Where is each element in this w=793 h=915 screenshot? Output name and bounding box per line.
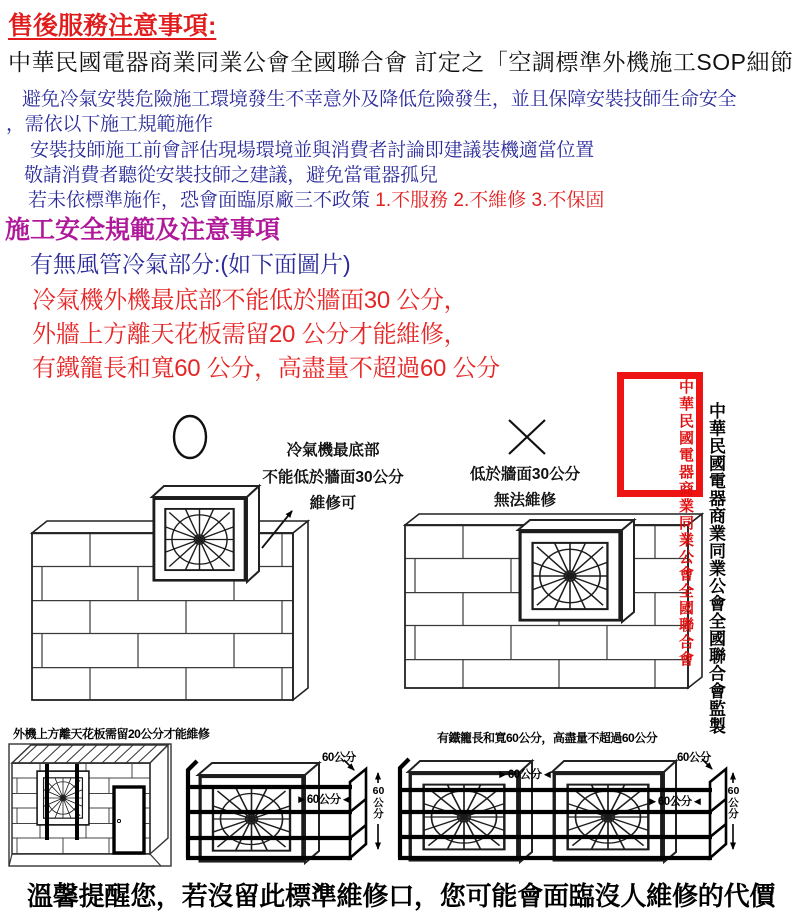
dim-60cm-top-mid: 60公分 (322, 752, 356, 764)
seal-text (624, 379, 696, 668)
dim-60cm-width-right: ►60公分◄ (647, 796, 703, 808)
dim-60cm-top-right: 60公分 (677, 752, 711, 764)
org-line: 中華民國電器商業同業公會全國聯合會 訂定之「空調標準外機施工SOP細節 (8, 49, 793, 75)
intro-line: ，需依以下施工規範施作 (6, 114, 213, 135)
page-title: 售後服務注意事項: (8, 12, 217, 40)
bad-caption-line: 無法維修 (493, 492, 556, 509)
dim-60cm-width-mid: ►60公分◄ (296, 794, 352, 806)
rule-line: 外牆上方離天花板需留20 公分才能維修， (32, 321, 468, 348)
association-seal-stamp (617, 372, 703, 668)
intro-line: 安裝技師施工前會評估現場環境並與消費者討論即建議裝機適當位置 (30, 140, 595, 161)
double-cage-diagram (398, 759, 733, 862)
policy-three-nos: 1.不服務 2.不維修 3.不保固 (375, 190, 605, 211)
rule-line: 冷氣機外機最底部不能低於牆面30 公分， (32, 287, 468, 314)
ok-wall-diagram (32, 486, 308, 700)
footer-warning: 溫馨提醒您，若沒留此標準維修口，您可能會面臨沒人維修的代價 (27, 881, 776, 911)
seal-column: 商業同業公會 (677, 481, 695, 583)
section-heading: 施工安全規範及注意事項 (5, 216, 281, 244)
dim-60cm-height-right: 60公分 (727, 785, 740, 820)
seal-column: 全國聯合會 (677, 583, 695, 668)
bad-wall-diagram (405, 514, 702, 688)
ok-caption-line: 不能低於牆面30公分 (262, 468, 404, 486)
dim-60cm-height-mid: 60公分 (372, 785, 385, 820)
supervisor-vertical-caption: 中華民國電器商業同業公會全國聯合會監製 (705, 402, 725, 735)
x-mark-icon (509, 420, 545, 454)
policy-line (28, 185, 604, 212)
intro-line: 避免冷氣安裝危險施工環境發生不幸意外及降低危險發生，並且保障安裝技師生命安全 (22, 89, 737, 110)
bad-caption-line: 低於牆面30公分 (469, 466, 581, 483)
section-subtitle: 有無風管冷氣部分:(如下面圖片) (30, 251, 351, 277)
ceiling-clearance-label: 外機上方離天花板需留20公分才能維修 (13, 727, 210, 741)
cage-size-label: 有鐵籠長和寬60公分，高盡量不超過60公分 (437, 731, 658, 745)
single-cage-diagram (186, 760, 378, 863)
policy-prefix: 若未依標準施作，恐會面臨原廠三不政策 (28, 190, 376, 211)
bad-caption (450, 462, 600, 514)
ok-caption (238, 438, 428, 518)
ok-caption-line: 維修可 (309, 495, 357, 512)
dim-60cm-gap-right: ►60公分◄ (497, 769, 553, 781)
seal-column: 中華民國電器 (677, 379, 695, 481)
rule-line: 有鐵籠長和寬60 公分，高盡量不超過60 公分 (32, 355, 500, 382)
circle-outline-icon (174, 416, 206, 458)
intro-line: 敬請消費者聽從安裝技師之建議，避免當電器孤兒 (24, 165, 438, 186)
room-diagram (9, 744, 171, 866)
ok-caption-line: 冷氣機最底部 (286, 442, 380, 459)
